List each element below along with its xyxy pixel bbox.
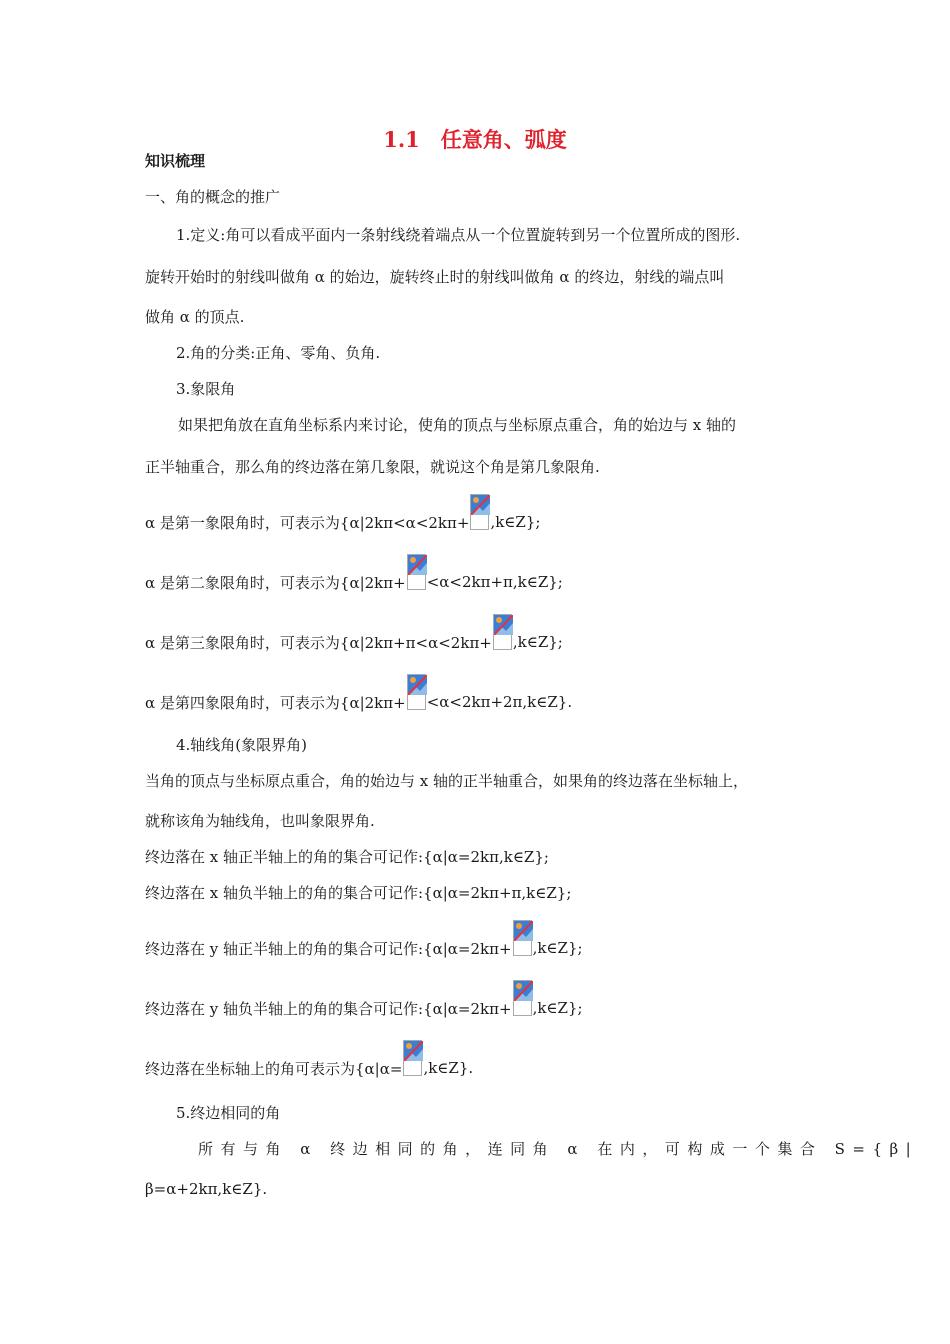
page-title: 1.1 任意角、弧度 <box>383 127 567 152</box>
axis-formula-5 <box>145 1050 473 1086</box>
formula-text: <α<2kπ+2π,k∈Z}. <box>426 693 573 711</box>
formula-text: α 是第三象限角时，可表示为{α|2kπ+π<α<2kπ+ <box>145 633 492 652</box>
axis-text-line-1: 当角的顶点与坐标原点重合，角的始边与 x 轴的正半轴重合，如果角的终边落在坐标轴上， <box>145 772 748 790</box>
quadrant-3-formula <box>145 624 563 660</box>
quadrant-1-formula <box>145 504 540 540</box>
quadrant-4-formula <box>145 684 572 720</box>
coterminal-line-2: β=α+2kπ,k∈Z}. <box>145 1180 268 1198</box>
broken-image-icon <box>407 674 426 710</box>
quadrant-text-line-1: 如果把角放在直角坐标系内来讨论，使角的顶点与坐标原点重合，角的始边与 x 轴的 <box>178 416 736 434</box>
formula-text: 终边落在 y 轴负半轴上的角的集合可记作:{α|α=2kπ+ <box>145 999 512 1018</box>
formula-text: 终边落在坐标轴上的角可表示为{α|α= <box>145 1059 403 1078</box>
axis-formula-1: 终边落在 x 轴正半轴上的角的集合可记作:{α|α=2kπ,k∈Z}; <box>145 848 549 866</box>
broken-image-icon <box>407 554 426 590</box>
part1-heading: 一、角的概念的推广 <box>145 188 281 206</box>
axis-formula-4 <box>145 990 583 1026</box>
broken-image-icon <box>513 980 532 1016</box>
broken-image-icon <box>403 1040 422 1076</box>
axis-formula-2: 终边落在 x 轴负半轴上的角的集合可记作:{α|α=2kπ+π,k∈Z}; <box>145 884 572 902</box>
section-heading: 知识梳理 <box>145 152 206 170</box>
formula-text: <α<2kπ+π,k∈Z}; <box>426 573 563 591</box>
formula-text: ,k∈Z}; <box>512 633 563 651</box>
formula-text: ,k∈Z}; <box>532 999 583 1017</box>
broken-image-icon <box>470 494 489 530</box>
broken-image-icon <box>513 920 532 956</box>
quadrant-heading: 3.象限角 <box>176 380 236 398</box>
formula-text: α 是第四象限角时，可表示为{α|2kπ+ <box>145 693 406 712</box>
broken-image-icon <box>493 614 512 650</box>
classification: 2.角的分类:正角、零角、负角. <box>176 344 381 362</box>
formula-text: ,k∈Z}. <box>423 1059 474 1077</box>
definition-line-1: 1.定义:角可以看成平面内一条射线绕着端点从一个位置旋转到另一个位置所成的图形. <box>176 226 741 244</box>
coterminal-heading: 5.终边相同的角 <box>176 1104 281 1122</box>
axis-heading: 4.轴线角(象限界角) <box>176 736 308 754</box>
axis-text-line-2: 就称该角为轴线角，也叫象限界角. <box>145 812 375 830</box>
formula-text: ,k∈Z}; <box>490 513 541 531</box>
formula-text: α 是第二象限角时，可表示为{α|2kπ+ <box>145 573 406 592</box>
quadrant-text-line-2: 正半轴重合，那么角的终边落在第几象限，就说这个角是第几象限角. <box>145 458 600 476</box>
definition-line-2: 旋转开始时的射线叫做角 α 的始边，旋转终止时的射线叫做角 α 的终边，射线的端点叫 <box>145 268 725 286</box>
definition-line-3: 做角 α 的顶点. <box>145 308 245 326</box>
formula-text: α 是第一象限角时，可表示为{α|2kπ<α<2kπ+ <box>145 513 470 532</box>
axis-formula-3 <box>145 930 583 966</box>
formula-text: ,k∈Z}; <box>532 939 583 957</box>
quadrant-2-formula <box>145 564 563 600</box>
formula-text: 终边落在 y 轴正半轴上的角的集合可记作:{α|α=2kπ+ <box>145 939 512 958</box>
coterminal-line-1: 所有与角 α 终边相同的角，连同角 α 在内，可构成一个集合 S={β| <box>198 1140 919 1158</box>
